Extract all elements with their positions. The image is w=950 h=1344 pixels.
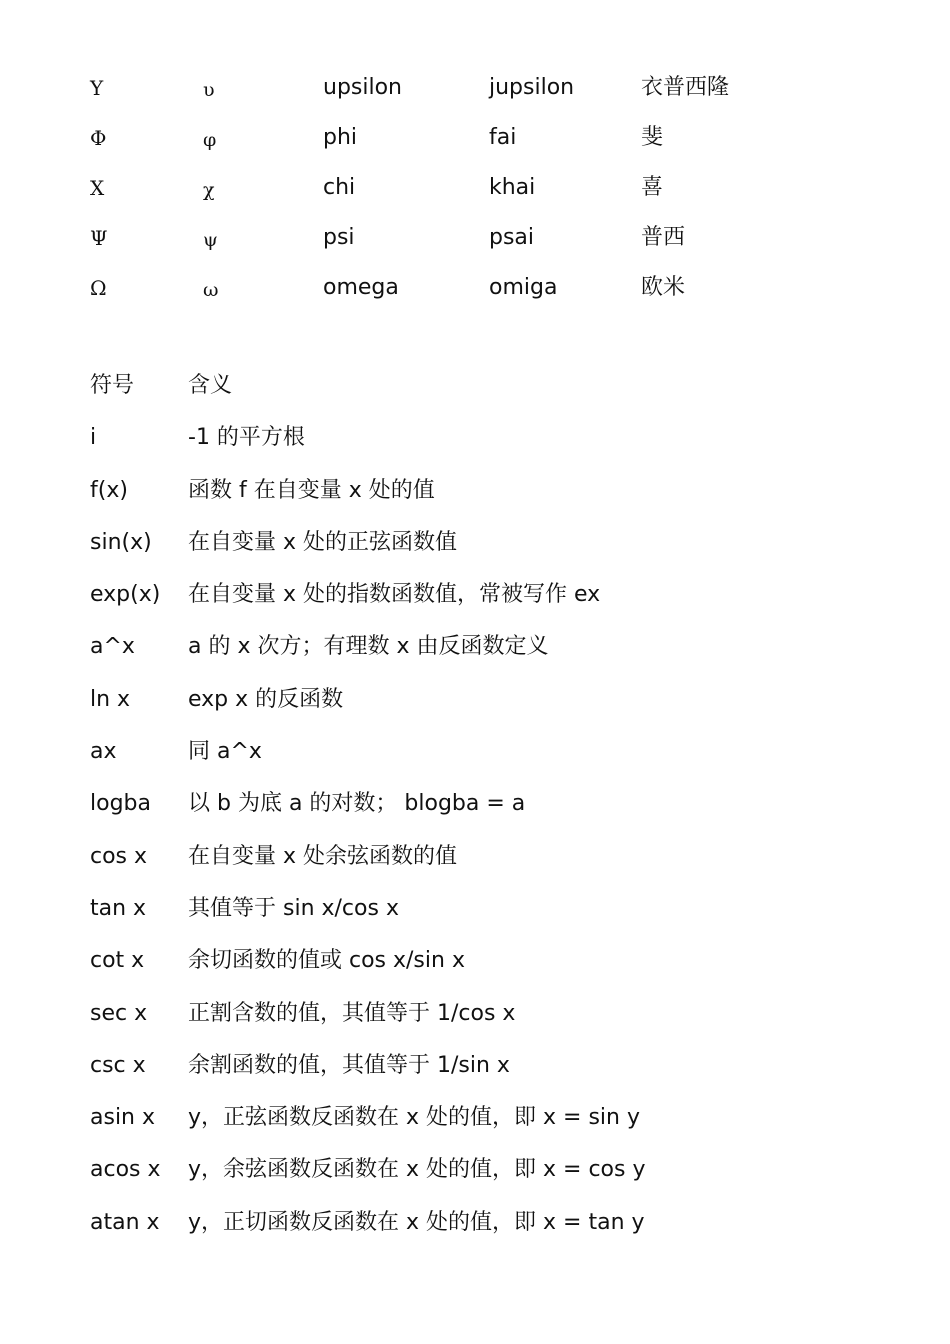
greek-english-name: psi	[323, 225, 355, 250]
symbol-text: tan x	[90, 895, 147, 921]
symbol-column-header: 符号	[90, 373, 135, 398]
greek-lowercase: ω	[203, 279, 219, 301]
meaning-text: 以 b 为底 a 的对数； blogba = a	[188, 791, 526, 817]
symbol-row	[90, 732, 870, 784]
symbol-text: ln x	[90, 686, 131, 712]
greek-pronunciation: khai	[489, 175, 536, 200]
symbol-table-header	[90, 366, 870, 418]
greek-row-chi	[90, 168, 790, 218]
symbol-row	[90, 627, 870, 679]
meaning-text: 在自变量 x 处的指数函数值，常被写作 ex	[188, 582, 601, 608]
symbol-row	[90, 1046, 870, 1098]
greek-pronunciation: psai	[489, 225, 535, 250]
meaning-text: 余切函数的值或 cos x/sin x	[188, 948, 465, 974]
symbol-text: exp(x)	[90, 582, 161, 608]
greek-english-name: omega	[323, 275, 399, 300]
meaning-text: 其值等于 sin x/cos x	[188, 895, 399, 921]
meaning-text: y，正切函数反函数在 x 处的值，即 x = tan y	[188, 1209, 645, 1235]
greek-row-psi	[90, 218, 790, 268]
symbol-row	[90, 523, 870, 575]
symbol-text: cot x	[90, 948, 145, 974]
symbol-row	[90, 1150, 870, 1202]
greek-pronunciation: jupsilon	[489, 75, 575, 100]
meaning-text: -1 的平方根	[188, 425, 305, 451]
symbol-text: csc x	[90, 1052, 146, 1078]
symbol-text: i	[90, 425, 97, 451]
greek-english-name: phi	[323, 125, 358, 150]
symbol-row	[90, 784, 870, 836]
symbol-text: ax	[90, 739, 117, 765]
symbol-row	[90, 575, 870, 627]
greek-chinese-name: 欧米	[641, 275, 686, 300]
symbol-text: sin(x)	[90, 529, 152, 555]
meaning-text: y，余弦函数反函数在 x 处的值，即 x = cos y	[188, 1157, 646, 1183]
greek-pronunciation: omiga	[489, 275, 558, 300]
greek-lowercase: υ	[203, 79, 215, 101]
symbol-text: f(x)	[90, 477, 128, 503]
greek-letter-table	[90, 68, 790, 318]
symbol-row	[90, 1203, 870, 1255]
symbol-row	[90, 471, 870, 523]
symbol-text: a^x	[90, 634, 135, 660]
symbol-text: logba	[90, 791, 151, 817]
symbol-row	[90, 837, 870, 889]
greek-uppercase: Ω	[90, 276, 107, 300]
meaning-text: a 的 x 次方；有理数 x 由反函数定义	[188, 634, 549, 660]
symbol-row	[90, 994, 870, 1046]
math-symbol-table	[90, 366, 870, 1255]
greek-lowercase: χ	[203, 179, 215, 201]
meaning-text: exp x 的反函数	[188, 686, 344, 712]
greek-chinese-name: 衣普西隆	[641, 75, 730, 100]
symbol-text: cos x	[90, 843, 148, 869]
greek-row-omega	[90, 268, 790, 318]
greek-uppercase: Φ	[90, 126, 107, 150]
symbol-row	[90, 1098, 870, 1150]
greek-chinese-name: 普西	[641, 225, 686, 250]
symbol-text: sec x	[90, 1000, 148, 1026]
greek-pronunciation: fai	[489, 125, 517, 150]
greek-lowercase: φ	[203, 129, 217, 151]
greek-english-name: chi	[323, 175, 356, 200]
meaning-text: 在自变量 x 处余弦函数的值	[188, 843, 458, 869]
meaning-text: 余割函数的值，其值等于 1/sin x	[188, 1052, 510, 1078]
greek-english-name: upsilon	[323, 75, 402, 100]
symbol-text: atan x	[90, 1209, 160, 1235]
meaning-text: 函数 f 在自变量 x 处的值	[188, 477, 435, 503]
meaning-column-header: 含义	[188, 373, 233, 398]
meaning-text: 在自变量 x 处的正弦函数值	[188, 529, 458, 555]
greek-row-upsilon	[90, 68, 790, 118]
meaning-text: 正割含数的值，其值等于 1/cos x	[188, 1000, 516, 1026]
symbol-row	[90, 889, 870, 941]
greek-lowercase: ψ	[203, 229, 218, 251]
greek-uppercase: Ψ	[90, 226, 108, 250]
greek-uppercase: Χ	[90, 176, 105, 200]
symbol-text: acos x	[90, 1157, 161, 1183]
greek-uppercase: Υ	[90, 76, 104, 100]
greek-chinese-name: 斐	[641, 125, 664, 150]
symbol-row	[90, 418, 870, 470]
symbol-text: asin x	[90, 1105, 156, 1131]
symbol-row	[90, 680, 870, 732]
greek-chinese-name: 喜	[641, 175, 664, 200]
symbol-row	[90, 941, 870, 993]
meaning-text: y，正弦函数反函数在 x 处的值，即 x = sin y	[188, 1105, 640, 1131]
greek-row-phi	[90, 118, 790, 168]
meaning-text: 同 a^x	[188, 739, 262, 765]
